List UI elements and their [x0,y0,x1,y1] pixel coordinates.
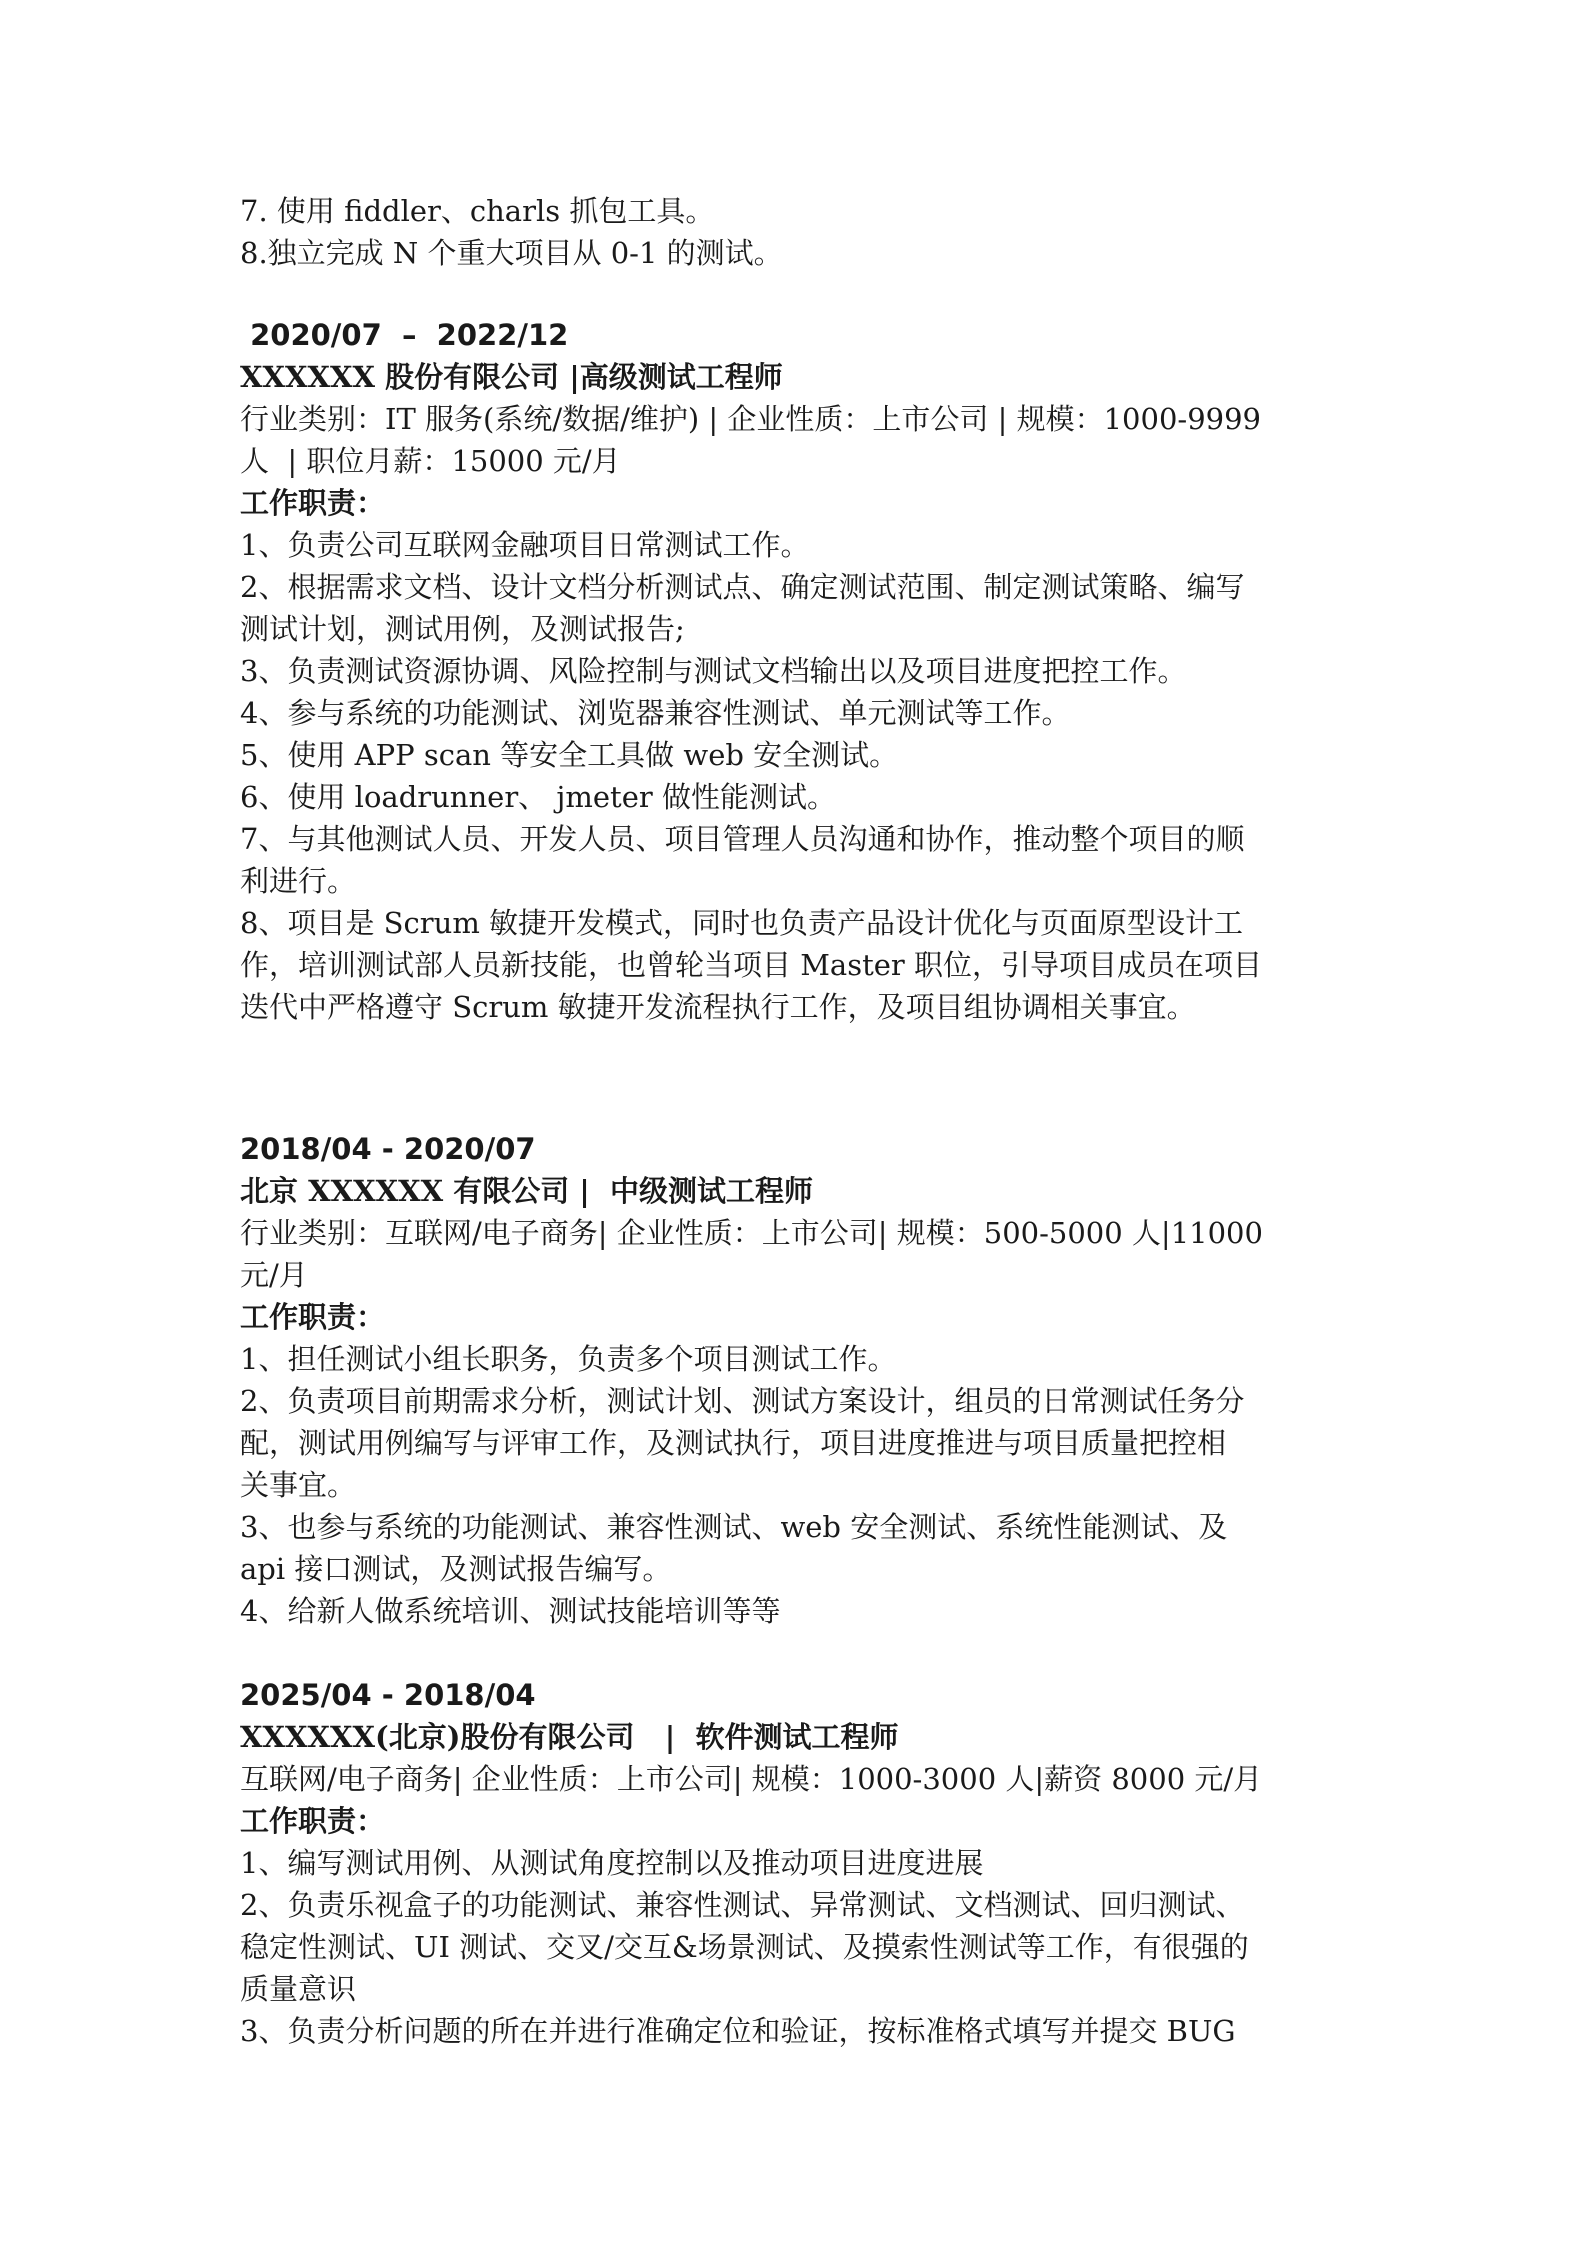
duty-line: 4、参与系统的功能测试、浏览器兼容性测试、单元测试等工作。 [240,696,1071,730]
duty-line: 7、与其他测试人员、开发人员、项目管理人员沟通和协作，推动整个项目的顺 [240,822,1245,856]
duty-label: 工作职责： [240,1804,386,1838]
duty-line: 1、担任测试小组长职务，负责多个项目测试工作。 [240,1342,897,1376]
duty-line: 3、也参与系统的功能测试、兼容性测试、web 安全测试、系统性能测试、及 [240,1510,1228,1544]
resume-page [240,190,1360,2052]
duty-line: 2、负责项目前期需求分析，测试计划、测试方案设计，组员的日常测试任务分 [240,1384,1245,1418]
duty-line: 测试计划，测试用例，及测试报告; [240,612,685,646]
job-title: 北京 XXXXXX 有限公司 | 中级测试工程师 [240,1174,814,1208]
duty-line: 6、使用 loadrunner、 jmeter 做性能测试。 [240,780,836,814]
duty-line: 3、负责测试资源协调、风险控制与测试文档输出以及项目进度把控工作。 [240,654,1187,688]
duty-label: 工作职责： [240,486,386,520]
job-period: 2018/04 - 2020/07 [240,1132,536,1166]
job-title: XXXXXX(北京)股份有限公司 | 软件测试工程师 [240,1720,899,1754]
job-title: XXXXXX 股份有限公司 |高级测试工程师 [240,360,783,394]
duty-line: 5、使用 APP scan 等安全工具做 web 安全测试。 [240,738,899,772]
duty-line: 关事宜。 [240,1468,357,1502]
duty-line: 作，培训测试部人员新技能，也曾轮当项目 Master 职位，引导项目成员在项目 [240,948,1262,982]
duty-line: 3、负责分析问题的所在并进行准确定位和验证，按标准格式填写并提交 BUG [240,2014,1236,2048]
duty-line: 1、负责公司互联网金融项目日常测试工作。 [240,528,810,562]
duty-line: 迭代中严格遵守 Scrum 敏捷开发流程执行工作，及项目组协调相关事宜。 [240,990,1196,1024]
duty-line: 配，测试用例编写与评审工作，及测试执行，项目进度推进与项目质量把控相 [240,1426,1227,1460]
duty-line: 1、编写测试用例、从测试角度控制以及推动项目进度进展 [240,1846,984,1880]
intro-line: 7. 使用 fiddler、charls 抓包工具。 [240,194,715,228]
job-period: 2020/07 – 2022/12 [240,318,569,352]
job-info: 互联网/电子商务| 企业性质：上市公司| 规模：1000-3000 人|薪资 8000 元/月 [240,1762,1263,1796]
duty-line: 2、根据需求文档、设计文档分析测试点、确定测试范围、制定测试策略、编写 [240,570,1245,604]
duty-line: api 接口测试，及测试报告编写。 [240,1552,672,1586]
job-info: 人 | 职位月薪：15000 元/月 [240,444,621,478]
job-period: 2025/04 - 2018/04 [240,1678,536,1712]
duty-line: 4、给新人做系统培训、测试技能培训等等 [240,1594,781,1628]
job-info: 行业类别：互联网/电子商务| 企业性质：上市公司| 规模：500-5000 人|11000 [240,1216,1263,1250]
job-section [240,1128,1360,1632]
duty-line: 质量意识 [240,1972,357,2006]
job-info: 行业类别：IT 服务(系统/数据/维护) | 企业性质：上市公司 | 规模：1000-9999 [240,402,1262,436]
duty-line: 2、负责乐视盒子的功能测试、兼容性测试、异常测试、文档测试、回归测试、 [240,1888,1245,1922]
duty-line: 8、项目是 Scrum 敏捷开发模式，同时也负责产品设计优化与页面原型设计工 [240,906,1244,940]
intro-line: 8.独立完成 N 个重大项目从 0-1 的测试。 [240,236,783,270]
duty-line: 利进行。 [240,864,357,898]
job-section [240,1674,1360,2052]
duty-label: 工作职责： [240,1300,386,1334]
job-info: 元/月 [240,1258,308,1292]
duty-line: 稳定性测试、UI 测试、交叉/交互&场景测试、及摸索性测试等工作，有很强的 [240,1930,1249,1964]
job-section [240,314,1360,1028]
